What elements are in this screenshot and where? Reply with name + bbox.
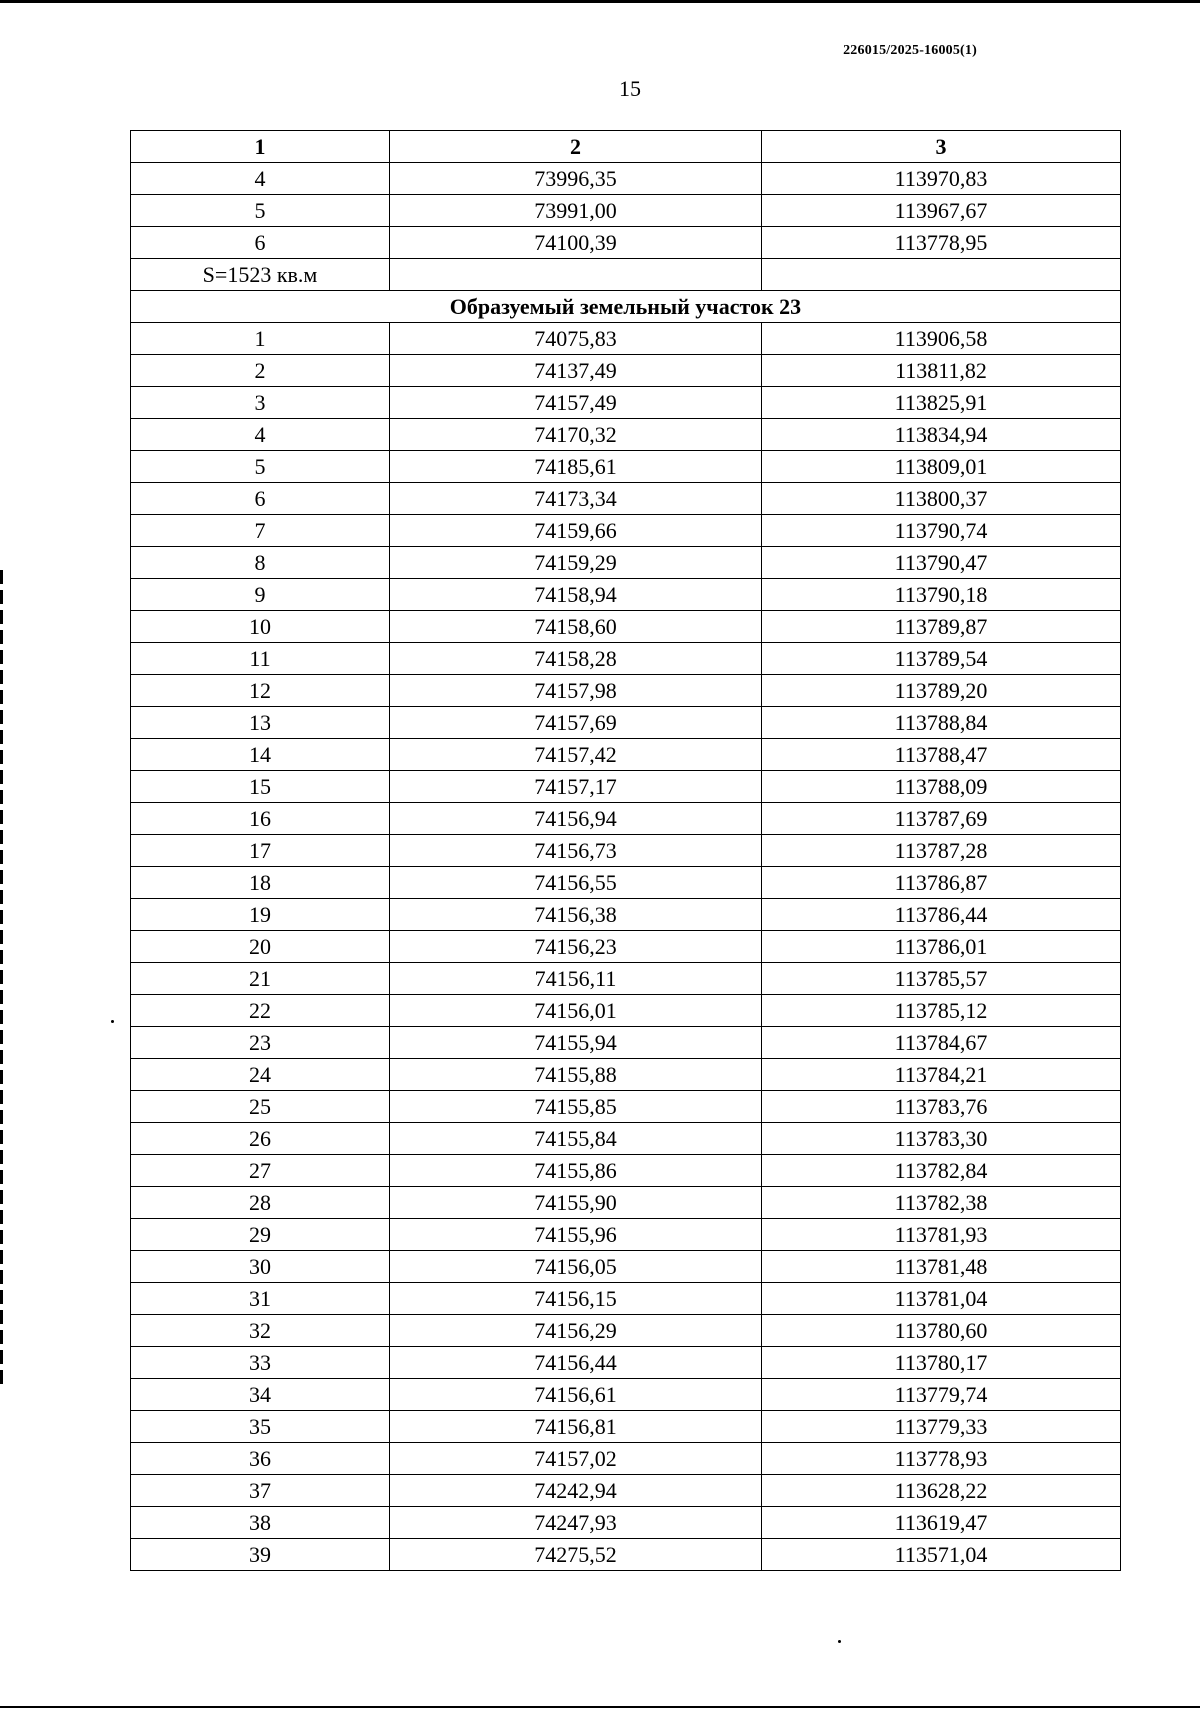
y-coordinate: 113786,87 bbox=[762, 867, 1121, 899]
point-number: 3 bbox=[131, 387, 390, 419]
table-row bbox=[131, 643, 1121, 675]
point-number: 23 bbox=[131, 1027, 390, 1059]
y-coordinate: 113787,69 bbox=[762, 803, 1121, 835]
coordinates-table-body bbox=[131, 131, 1121, 1571]
point-number: 27 bbox=[131, 1155, 390, 1187]
y-coordinate: 113785,12 bbox=[762, 995, 1121, 1027]
point-number: 14 bbox=[131, 739, 390, 771]
point-number: 13 bbox=[131, 707, 390, 739]
y-coordinate: 113788,09 bbox=[762, 771, 1121, 803]
x-coordinate: 74156,94 bbox=[390, 803, 762, 835]
x-coordinate: 74155,88 bbox=[390, 1059, 762, 1091]
y-coordinate: 113782,84 bbox=[762, 1155, 1121, 1187]
table-row bbox=[131, 1155, 1121, 1187]
x-coordinate: 74157,02 bbox=[390, 1443, 762, 1475]
x-coordinate: 74157,17 bbox=[390, 771, 762, 803]
y-coordinate: 113834,94 bbox=[762, 419, 1121, 451]
scan-speck bbox=[838, 1640, 841, 1643]
y-coordinate: 113789,54 bbox=[762, 643, 1121, 675]
table-row bbox=[131, 675, 1121, 707]
x-coordinate: 74159,66 bbox=[390, 515, 762, 547]
table-row bbox=[131, 355, 1121, 387]
point-number: 5 bbox=[131, 195, 390, 227]
point-number: 29 bbox=[131, 1219, 390, 1251]
y-coordinate: 113789,20 bbox=[762, 675, 1121, 707]
x-coordinate: 74156,01 bbox=[390, 995, 762, 1027]
table-row bbox=[131, 419, 1121, 451]
y-coordinate: 113790,47 bbox=[762, 547, 1121, 579]
point-number: 19 bbox=[131, 899, 390, 931]
point-number: 16 bbox=[131, 803, 390, 835]
table-row bbox=[131, 1475, 1121, 1507]
y-coordinate: 113783,76 bbox=[762, 1091, 1121, 1123]
x-coordinate: 74156,29 bbox=[390, 1315, 762, 1347]
top-scan-border bbox=[0, 0, 1200, 3]
x-coordinate: 74156,15 bbox=[390, 1283, 762, 1315]
table-row bbox=[131, 227, 1121, 259]
x-coordinate: 74100,39 bbox=[390, 227, 762, 259]
point-number: 4 bbox=[131, 419, 390, 451]
y-coordinate: 113784,21 bbox=[762, 1059, 1121, 1091]
point-number: 9 bbox=[131, 579, 390, 611]
x-coordinate: 74156,81 bbox=[390, 1411, 762, 1443]
table-row bbox=[131, 195, 1121, 227]
x-coordinate: 74158,28 bbox=[390, 643, 762, 675]
table-row bbox=[131, 515, 1121, 547]
y-coordinate: 113788,84 bbox=[762, 707, 1121, 739]
x-coordinate: 74156,55 bbox=[390, 867, 762, 899]
section-title-row bbox=[131, 291, 1121, 323]
y-coordinate: 113779,33 bbox=[762, 1411, 1121, 1443]
table-row bbox=[131, 451, 1121, 483]
point-number: 32 bbox=[131, 1315, 390, 1347]
table-row bbox=[131, 163, 1121, 195]
point-number: 2 bbox=[131, 355, 390, 387]
point-number: 24 bbox=[131, 1059, 390, 1091]
y-coordinate: 113782,38 bbox=[762, 1187, 1121, 1219]
column-header-3: 3 bbox=[762, 131, 1121, 163]
table-row bbox=[131, 803, 1121, 835]
empty-cell bbox=[390, 259, 762, 291]
table-row bbox=[131, 771, 1121, 803]
point-number: 39 bbox=[131, 1539, 390, 1571]
point-number: 25 bbox=[131, 1091, 390, 1123]
y-coordinate: 113780,17 bbox=[762, 1347, 1121, 1379]
point-number: 1 bbox=[131, 323, 390, 355]
x-coordinate: 74242,94 bbox=[390, 1475, 762, 1507]
y-coordinate: 113788,47 bbox=[762, 739, 1121, 771]
empty-cell bbox=[762, 259, 1121, 291]
x-coordinate: 74156,44 bbox=[390, 1347, 762, 1379]
y-coordinate: 113811,82 bbox=[762, 355, 1121, 387]
x-coordinate: 74158,94 bbox=[390, 579, 762, 611]
table-row bbox=[131, 931, 1121, 963]
table-row bbox=[131, 547, 1121, 579]
x-coordinate: 74155,94 bbox=[390, 1027, 762, 1059]
y-coordinate: 113781,93 bbox=[762, 1219, 1121, 1251]
table-row bbox=[131, 707, 1121, 739]
bottom-scan-border bbox=[0, 1706, 1200, 1708]
y-coordinate: 113789,87 bbox=[762, 611, 1121, 643]
y-coordinate: 113785,57 bbox=[762, 963, 1121, 995]
y-coordinate: 113786,01 bbox=[762, 931, 1121, 963]
area-label: S=1523 кв.м bbox=[131, 259, 390, 291]
y-coordinate: 113778,93 bbox=[762, 1443, 1121, 1475]
y-coordinate: 113800,37 bbox=[762, 483, 1121, 515]
point-number: 34 bbox=[131, 1379, 390, 1411]
x-coordinate: 74155,96 bbox=[390, 1219, 762, 1251]
y-coordinate: 113628,22 bbox=[762, 1475, 1121, 1507]
x-coordinate: 74137,49 bbox=[390, 355, 762, 387]
point-number: 6 bbox=[131, 227, 390, 259]
scan-speck bbox=[111, 1020, 114, 1023]
point-number: 10 bbox=[131, 611, 390, 643]
table-row bbox=[131, 963, 1121, 995]
left-binding-marks bbox=[0, 570, 3, 1390]
coordinates-table bbox=[130, 130, 1121, 1571]
table-row bbox=[131, 1219, 1121, 1251]
point-number: 20 bbox=[131, 931, 390, 963]
table-row bbox=[131, 867, 1121, 899]
point-number: 33 bbox=[131, 1347, 390, 1379]
y-coordinate: 113784,67 bbox=[762, 1027, 1121, 1059]
y-coordinate: 113779,74 bbox=[762, 1379, 1121, 1411]
y-coordinate: 113967,67 bbox=[762, 195, 1121, 227]
point-number: 26 bbox=[131, 1123, 390, 1155]
point-number: 15 bbox=[131, 771, 390, 803]
table-row bbox=[131, 1187, 1121, 1219]
table-row bbox=[131, 739, 1121, 771]
table-row bbox=[131, 1059, 1121, 1091]
table-row bbox=[131, 1379, 1121, 1411]
table-row bbox=[131, 387, 1121, 419]
x-coordinate: 74170,32 bbox=[390, 419, 762, 451]
x-coordinate: 73991,00 bbox=[390, 195, 762, 227]
y-coordinate: 113809,01 bbox=[762, 451, 1121, 483]
table-row bbox=[131, 899, 1121, 931]
table-row bbox=[131, 1251, 1121, 1283]
x-coordinate: 74157,69 bbox=[390, 707, 762, 739]
point-number: 28 bbox=[131, 1187, 390, 1219]
x-coordinate: 74185,61 bbox=[390, 451, 762, 483]
table-row bbox=[131, 1411, 1121, 1443]
x-coordinate: 74157,42 bbox=[390, 739, 762, 771]
point-number: 35 bbox=[131, 1411, 390, 1443]
point-number: 18 bbox=[131, 867, 390, 899]
table-row bbox=[131, 1123, 1121, 1155]
point-number: 21 bbox=[131, 963, 390, 995]
point-number: 7 bbox=[131, 515, 390, 547]
y-coordinate: 113780,60 bbox=[762, 1315, 1121, 1347]
point-number: 17 bbox=[131, 835, 390, 867]
table-row bbox=[131, 579, 1121, 611]
table-header-row bbox=[131, 131, 1121, 163]
y-coordinate: 113781,48 bbox=[762, 1251, 1121, 1283]
column-header-1: 1 bbox=[131, 131, 390, 163]
x-coordinate: 74155,85 bbox=[390, 1091, 762, 1123]
y-coordinate: 113790,74 bbox=[762, 515, 1121, 547]
column-header-2: 2 bbox=[390, 131, 762, 163]
x-coordinate: 74156,38 bbox=[390, 899, 762, 931]
x-coordinate: 74155,86 bbox=[390, 1155, 762, 1187]
point-number: 5 bbox=[131, 451, 390, 483]
x-coordinate: 74157,98 bbox=[390, 675, 762, 707]
y-coordinate: 113790,18 bbox=[762, 579, 1121, 611]
y-coordinate: 113571,04 bbox=[762, 1539, 1121, 1571]
y-coordinate: 113906,58 bbox=[762, 323, 1121, 355]
section-title: Образуемый земельный участок 23 bbox=[131, 291, 1121, 323]
x-coordinate: 74156,23 bbox=[390, 931, 762, 963]
point-number: 11 bbox=[131, 643, 390, 675]
table-row bbox=[131, 483, 1121, 515]
x-coordinate: 74156,61 bbox=[390, 1379, 762, 1411]
document-number: 226015/2025-16005(1) bbox=[843, 43, 977, 58]
point-number: 12 bbox=[131, 675, 390, 707]
x-coordinate: 74156,05 bbox=[390, 1251, 762, 1283]
point-number: 30 bbox=[131, 1251, 390, 1283]
table-row bbox=[131, 323, 1121, 355]
table-row bbox=[131, 1539, 1121, 1571]
x-coordinate: 74159,29 bbox=[390, 547, 762, 579]
point-number: 6 bbox=[131, 483, 390, 515]
x-coordinate: 74156,73 bbox=[390, 835, 762, 867]
point-number: 4 bbox=[131, 163, 390, 195]
x-coordinate: 74157,49 bbox=[390, 387, 762, 419]
area-row bbox=[131, 259, 1121, 291]
y-coordinate: 113619,47 bbox=[762, 1507, 1121, 1539]
point-number: 22 bbox=[131, 995, 390, 1027]
point-number: 8 bbox=[131, 547, 390, 579]
table-row bbox=[131, 835, 1121, 867]
x-coordinate: 74075,83 bbox=[390, 323, 762, 355]
y-coordinate: 113781,04 bbox=[762, 1283, 1121, 1315]
table-row bbox=[131, 995, 1121, 1027]
x-coordinate: 74155,84 bbox=[390, 1123, 762, 1155]
page-number: 15 bbox=[619, 76, 641, 101]
y-coordinate: 113783,30 bbox=[762, 1123, 1121, 1155]
point-number: 37 bbox=[131, 1475, 390, 1507]
y-coordinate: 113970,83 bbox=[762, 163, 1121, 195]
y-coordinate: 113778,95 bbox=[762, 227, 1121, 259]
x-coordinate: 74275,52 bbox=[390, 1539, 762, 1571]
table-row bbox=[131, 1507, 1121, 1539]
y-coordinate: 113787,28 bbox=[762, 835, 1121, 867]
y-coordinate: 113786,44 bbox=[762, 899, 1121, 931]
y-coordinate: 113825,91 bbox=[762, 387, 1121, 419]
point-number: 36 bbox=[131, 1443, 390, 1475]
table-row bbox=[131, 1091, 1121, 1123]
x-coordinate: 74158,60 bbox=[390, 611, 762, 643]
x-coordinate: 74155,90 bbox=[390, 1187, 762, 1219]
table-row bbox=[131, 1027, 1121, 1059]
x-coordinate: 74156,11 bbox=[390, 963, 762, 995]
table-row bbox=[131, 1347, 1121, 1379]
x-coordinate: 74247,93 bbox=[390, 1507, 762, 1539]
x-coordinate: 73996,35 bbox=[390, 163, 762, 195]
point-number: 31 bbox=[131, 1283, 390, 1315]
table-row bbox=[131, 1315, 1121, 1347]
table-row bbox=[131, 611, 1121, 643]
table-row bbox=[131, 1443, 1121, 1475]
table-row bbox=[131, 1283, 1121, 1315]
point-number: 38 bbox=[131, 1507, 390, 1539]
x-coordinate: 74173,34 bbox=[390, 483, 762, 515]
